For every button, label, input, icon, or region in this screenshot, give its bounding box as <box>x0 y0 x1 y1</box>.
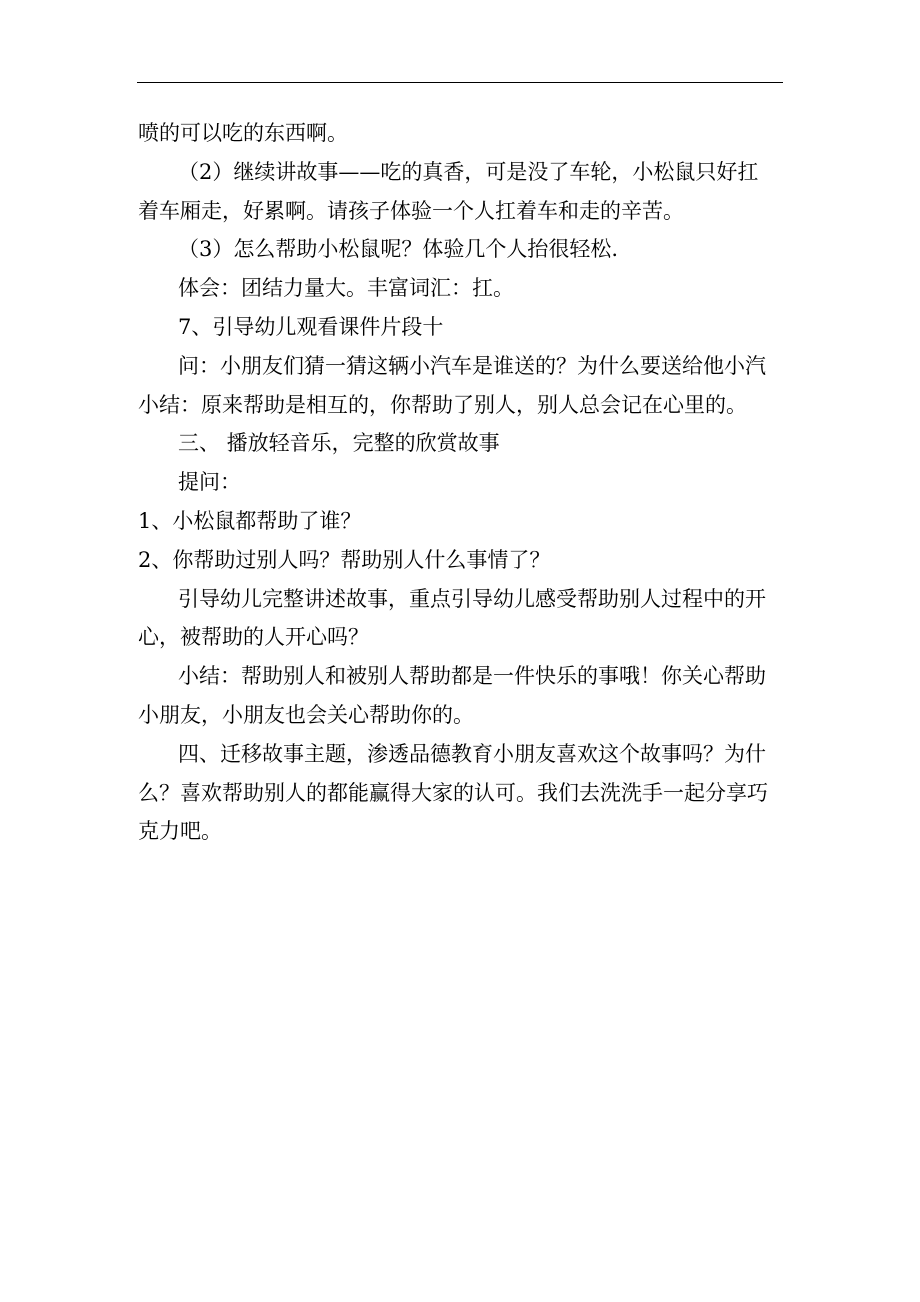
text-line: 着车厢走，好累啊。请孩子体验一个人扛着车和走的辛苦。 <box>138 198 684 223</box>
text-line: 2、你帮助过别人吗？帮助别人什么事情了？ <box>138 547 551 572</box>
text-line: 小结：原来帮助是相互的，你帮助了别人，别人总会记在心里的。 <box>138 392 747 417</box>
text-line: 么？喜欢帮助别人的都能赢得大家的认可。我们去洗洗手一起分享巧 <box>138 780 768 805</box>
text-line: 引导幼儿完整讲述故事，重点引导幼儿感受帮助别人过程中的开 <box>178 586 766 611</box>
text-line: 问：小朋友们猜一猜这辆小汽车是谁送的？为什么要送给他小汽 <box>178 353 766 378</box>
text-line: 小朋友，小朋友也会关心帮助你的。 <box>138 702 474 727</box>
body-text <box>138 114 788 851</box>
text-line: 1、小松鼠都帮助了谁？ <box>138 508 362 533</box>
text-line: 三、 播放轻音乐，完整的欣赏故事 <box>178 431 500 456</box>
text-line: 克力吧。 <box>138 819 222 844</box>
text-line: 心，被帮助的人开心吗？ <box>138 625 369 650</box>
text-line: 提问： <box>178 470 241 495</box>
text-line: 小结：帮助别人和被别人帮助都是一件快乐的事哦！你关心帮助 <box>178 664 766 689</box>
header-rule <box>137 82 783 83</box>
text-line: 体会：团结力量大。丰富词汇：扛。 <box>178 276 514 301</box>
text-line: 7、引导幼儿观看课件片段十 <box>178 314 444 339</box>
text-line: （2）继续讲故事——吃的真香，可是没了车轮，小松鼠只好扛 <box>178 159 759 184</box>
text-line: 四、迁移故事主题，渗透品德教育小朋友喜欢这个故事吗？为什 <box>178 741 766 766</box>
text-line: 喷的可以吃的东西啊。 <box>138 121 348 145</box>
text-line: （3）怎么帮助小松鼠呢？体验几个人抬很轻松. <box>178 237 619 262</box>
